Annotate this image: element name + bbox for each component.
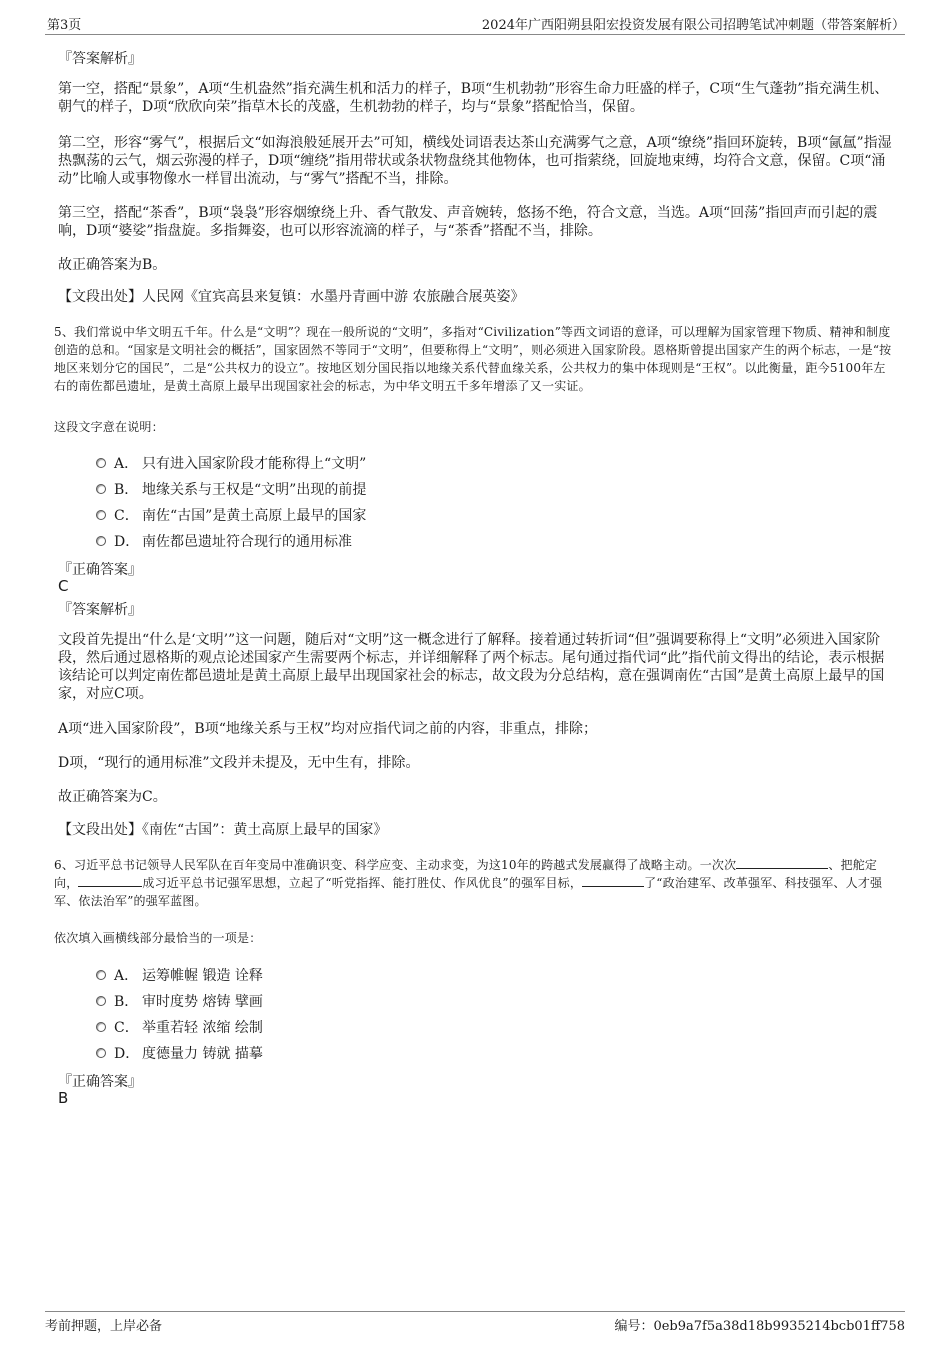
q6-prompt: 依次填入画横线部分最恰当的一项是： [54,931,262,945]
q5-analysis-para2: A项“进入国家阶段”，B项“地缘关系与王权”均对应指代词之前的内容，非重点，排除； [58,721,598,737]
fill-blank-2[interactable] [78,874,142,887]
document-id: 编号：0eb9a7f5a38d18b9935214bcb01ff758 [614,1319,905,1334]
radio-icon[interactable] [96,536,106,546]
q5-analysis-para3: D项，“现行的通用标准”文段并未提及，无中生有，排除。 [58,755,420,771]
q6-option-a[interactable]: A． 运筹帷幄 锻造 诠释 [96,965,263,985]
q5-stem: 5、我们常说中华文明五千年。什么是“文明”？现在一般所说的“文明”，多指对“Civilization”等西文词语的意译，可以理解为国家管理下物质、精神和制度创造的总和。“国家是文明社会的概括”，国家固然不等同于“文明”，但要称得上“文明”，则必须进入国家阶段。恩格斯曾提出国家产生的两个标志，一是“按地区来划分它的国民”，二是“公共权力的设立”。按地区划分国民指以地缘关系代替血缘关系，公共权力的集中体现则是“王权”。以此衡量，距今5100年左右的南佐都邑遗址，是黄土高原上最早出现国家社会的标志，为中华文明五千多年增添了又一实证。 [54,325,892,393]
q6-answer: B [58,1089,69,1107]
q5-analysis-label: 『答案解析』 [58,602,142,618]
q6-option-b[interactable]: B． 审时度势 熔铸 擘画 [96,991,263,1011]
q6-stem: 6、习近平总书记领导人民军队在百年变局中准确识变、科学应变、主动求变，为这10年的跨越式发展赢得了战略主动。一次次 、把舵定向， 成习近平总书记强军思想，立起了“听党指挥、能打胜仗、作风优良”的强军目标， 了“政治建军、改革强军、科技强军、人才强军、依法治军”的强军蓝图。 [54,858,883,908]
q5-option-a[interactable]: A． 只有进入国家阶段才能称得上“文明” [96,453,366,473]
radio-icon[interactable] [96,1048,106,1058]
q5-option-b[interactable]: B． 地缘关系与王权是“文明”出现的前提 [96,479,366,499]
q5-answer: C [58,577,69,595]
radio-icon[interactable] [96,484,106,494]
footer-slogan: 考前押题，上岸必备 [45,1319,163,1334]
page-header [45,12,905,35]
document-title: 2024年广西阳朔县阳宏投资发展有限公司招聘笔试冲刺题（带答案解析） [481,18,905,33]
q6-option-c[interactable]: C． 举重若轻 浓缩 绘制 [96,1017,263,1037]
q5-answer-label: 『正确答案』 [58,562,142,578]
q6-answer-label: 『正确答案』 [58,1074,142,1090]
q4-analysis-para3: 第三空，搭配“茶香”，B项“袅袅”形容烟缭绕上升、香气散发、声音婉转，悠扬不绝，符合文意，当选。A项“回荡”指回声而引起的震响，D项“婆娑”指盘旋。多指舞姿，也可以形容流滴的样子，与“茶香”搭配不当，排除。 [58,205,878,239]
q5-prompt: 这段文字意在说明： [54,420,164,434]
radio-icon[interactable] [96,458,106,468]
radio-icon[interactable] [96,970,106,980]
page-number: 第3页 [47,18,82,33]
q5-source: 【文段出处】《南佐“古国”：黄土高原上最早的国家》 [58,822,388,838]
radio-icon[interactable] [96,996,106,1006]
fill-blank-1[interactable] [736,856,828,869]
radio-icon[interactable] [96,1022,106,1032]
q5-option-d[interactable]: D． 南佐都邑遗址符合现行的通用标准 [96,531,352,551]
radio-icon[interactable] [96,510,106,520]
q4-source: 【文段出处】人民网《宜宾高县来复镇：水墨丹青画中游 农旅融合展英姿》 [58,289,525,305]
q4-analysis-para2: 第二空，形容“雾气”，根据后文“如海浪般延展开去”可知，横线处词语表达茶山充满雾气之意，A项“缭绕”指回环旋转，B项“氤氲”指湿热飘荡的云气，烟云弥漫的样子，D项“缠绕”指用带状或条状物盘绕其他物体，也可指萦绕，回旋地束缚，均符合文意，保留。C项“涌动”比喻人或事物像水一样冒出流动，与“雾气”搭配不当，排除。 [58,135,892,187]
q6-option-d[interactable]: D． 度德量力 铸就 描摹 [96,1043,263,1063]
page-footer [45,1311,905,1334]
fill-blank-3[interactable] [582,874,644,887]
q4-analysis-para1: 第一空，搭配“景象”，A项“生机盎然”指充满生机和活力的样子，B项“生机勃勃”形容生命力旺盛的样子，C项“生气蓬勃”指充满生机、朝气的样子，D项“欣欣向荣”指草木长的茂盛，生机勃勃的样子，均与“景象”搭配恰当，保留。 [58,81,889,115]
q5-option-c[interactable]: C． 南佐“古国”是黄土高原上最早的国家 [96,505,366,525]
q4-analysis-label: 『答案解析』 [58,51,142,67]
q5-conclusion: 故正确答案为C。 [58,789,167,805]
q5-analysis-para1: 文段首先提出“什么是‘文明’”这一问题，随后对“文明”这一概念进行了解释。接着通过转折词“但”强调要称得上“文明”必须进入国家阶段，然后通过恩格斯的观点论述国家产生需要两个标志，并详细解释了两个标志。尾句通过指代词“此”指代前文得出的结论，表示根据该结论可以判定南佐都邑遗址是黄土高原上最早出现国家社会的标志，故文段为分总结构，意在强调南佐“古国”是黄土高原上最早的国家，对应C项。 [58,632,885,702]
q4-conclusion: 故正确答案为B。 [58,257,167,273]
